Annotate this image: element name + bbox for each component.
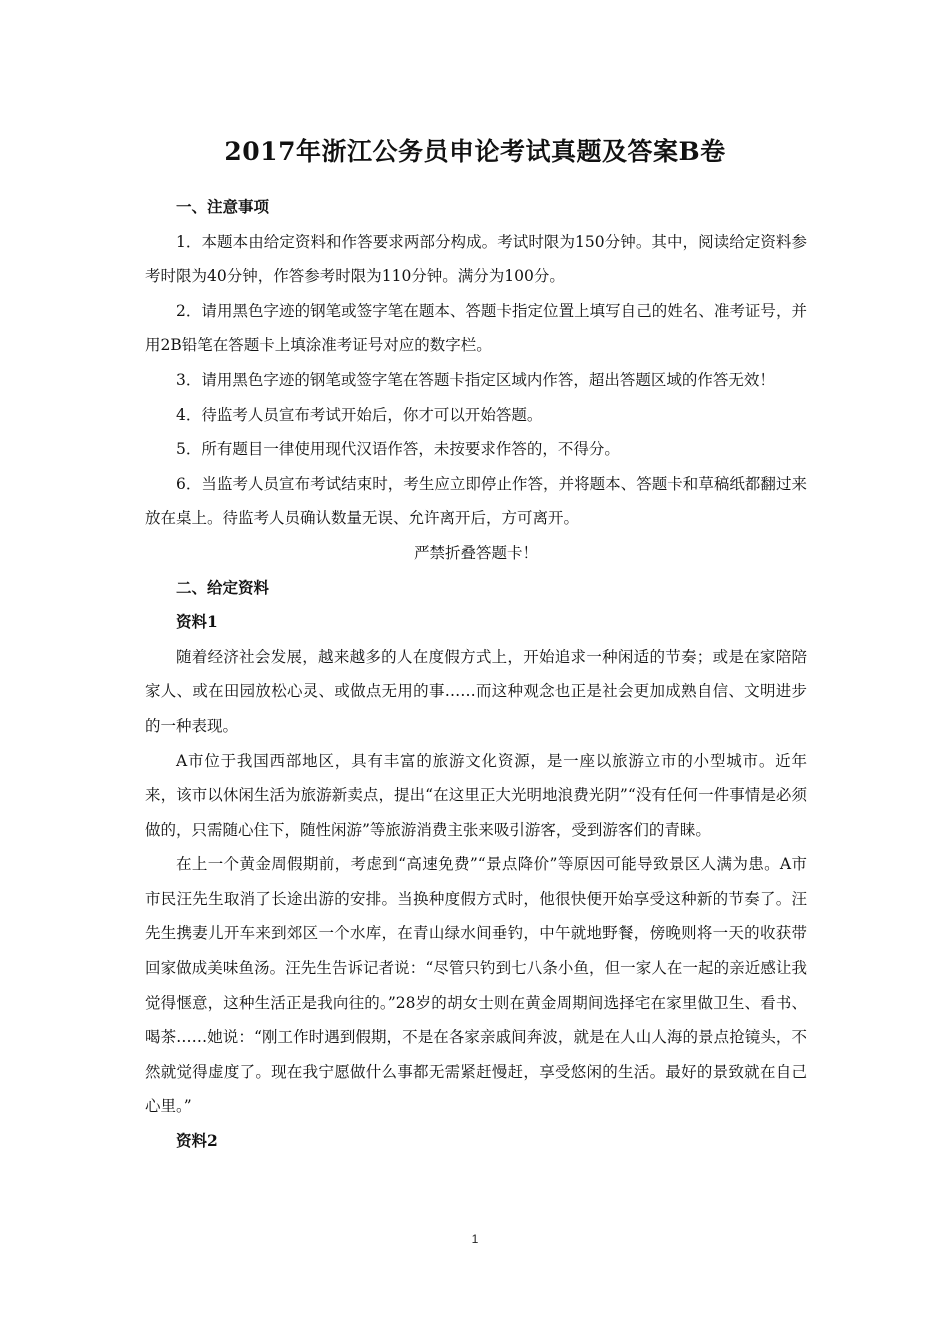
material-1-label: 资料1 — [176, 612, 218, 632]
notice-item-2: 2．请用黑色字迹的钢笔或签字笔在题本、答题卡指定位置上填写自己的姓名、准考证号，并用2B铅笔在答题卡上填涂准考证号对应的数字栏。 — [145, 301, 807, 355]
document-body — [145, 190, 807, 1159]
materials-heading: 二、给定资料 — [176, 577, 270, 597]
notice-heading: 一、注意事项 — [176, 197, 270, 216]
material-1-paragraph-2: A市位于我国西部地区，具有丰富的旅游文化资源，是一座以旅游立市的小型城市。近年来，该市以休闲生活为旅游新卖点，提出“在这里正大光明地浪费光阴”“没有任何一件事情是必须做的，只需随心住下，随性闲游”等旅游消费主张来吸引游客，受到游客们的青睐。 — [145, 751, 807, 839]
document-title: 2017年浙江公务员申论考试真题及答案B卷 — [224, 137, 726, 166]
notice-item-1: 1．本题本由给定资料和作答要求两部分构成。考试时限为150分钟。其中，阅读给定资料参考时限为40分钟，作答参考时限为110分钟。满分为100分。 — [145, 232, 807, 286]
page-number: 1 — [471, 1232, 479, 1246]
notice-item-3: 3．请用黑色字迹的钢笔或签字笔在答题卡指定区域内作答，超出答题区域的作答无效！ — [176, 370, 775, 389]
material-1-paragraph-1: 随着经济社会发展，越来越多的人在度假方式上，开始追求一种闲适的节奏；或是在家陪陪家人、或在田园放松心灵、或做点无用的事……而这种观念也正是社会更加成熟自信、文明进步的一种表现。 — [145, 647, 807, 735]
material-1-paragraph-3: 在上一个黄金周假期前，考虑到“高速免费”“景点降价”等原因可能导致景区人满为患。A市市民汪先生取消了长途出游的安排。当换种度假方式时，他很快便开始享受这种新的节奏了。汪先生携妻儿开车来到郊区一个水库，在青山绿水间垂钓，中午就地野餐，傍晚则将一天的收获带回家做成美味鱼汤。汪先生告诉记者说：“尽管只钓到七八条小鱼，但一家人在一起的亲近感让我觉得惬意，这种生活正是我向往的。”28岁的胡女士则在黄金周期间选择宅在家里做卫生、看书、喝茶……她说：“刚工作时遇到假期，不是在各家亲戚间奔波，就是在人山人海的景点抢镜头，不然就觉得虚度了。现在我宁愿做什么事都无需紧赶慢赶，享受悠闲的生活。最好的景致就在自己心里。” — [145, 855, 807, 1116]
notice-item-4: 4．待监考人员宣布考试开始后，你才可以开始答题。 — [176, 405, 543, 424]
notice-item-6: 6．当监考人员宣布考试结束时，考生应立即停止作答，并将题本、答题卡和草稿纸都翻过来放在桌上。待监考人员确认数量无误、允许离开后，方可离开。 — [145, 474, 807, 528]
material-2-label: 资料2 — [176, 1131, 218, 1151]
notice-item-5: 5．所有题目一律使用现代汉语作答，未按要求作答的，不得分。 — [176, 440, 620, 459]
notice-warning: 严禁折叠答题卡！ — [413, 543, 538, 562]
